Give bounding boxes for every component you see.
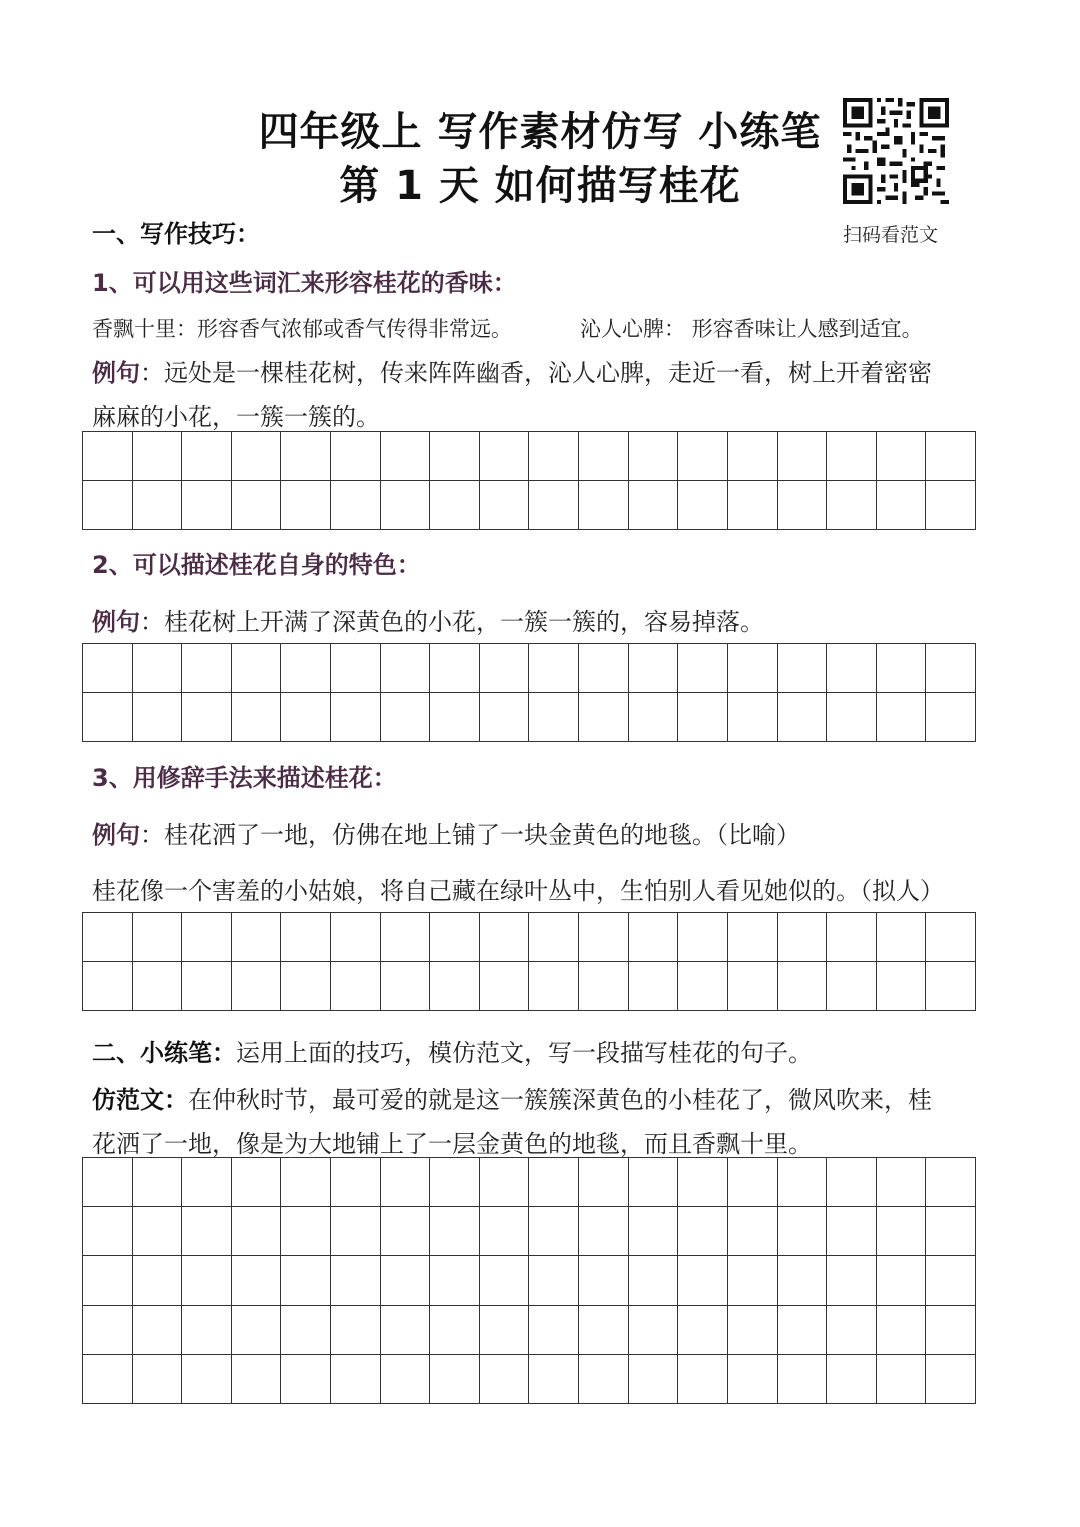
grid-cell[interactable] bbox=[182, 913, 232, 962]
grid-cell[interactable] bbox=[529, 1306, 579, 1355]
grid-cell[interactable] bbox=[629, 1207, 679, 1256]
grid-cell[interactable] bbox=[728, 1355, 778, 1404]
grid-cell[interactable] bbox=[480, 1207, 530, 1256]
grid-cell[interactable] bbox=[83, 644, 133, 693]
section-heading-practice: 二、小练笔： bbox=[92, 1039, 236, 1067]
grid-cell[interactable] bbox=[877, 1306, 927, 1355]
grid-cell[interactable] bbox=[480, 962, 530, 1011]
grid-cell[interactable] bbox=[877, 913, 927, 962]
grid-cell[interactable] bbox=[430, 693, 480, 742]
example-label: 例句 bbox=[92, 608, 140, 636]
grid-cell[interactable] bbox=[678, 481, 728, 530]
grid-cell[interactable] bbox=[430, 1355, 480, 1404]
grid-cell[interactable] bbox=[827, 1158, 877, 1207]
grid-cell[interactable] bbox=[430, 962, 480, 1011]
grid-cell[interactable] bbox=[331, 693, 381, 742]
grid-cell[interactable] bbox=[579, 481, 629, 530]
tip3-heading: 3、用修辞手法来描述桂花： bbox=[92, 764, 397, 792]
grid-cell[interactable] bbox=[926, 1207, 976, 1256]
grid-cell[interactable] bbox=[728, 1256, 778, 1305]
grid-cell[interactable] bbox=[480, 432, 530, 481]
grid-cell[interactable] bbox=[182, 432, 232, 481]
grid-cell[interactable] bbox=[728, 962, 778, 1011]
grid-cell[interactable] bbox=[778, 962, 828, 1011]
grid-cell[interactable] bbox=[182, 644, 232, 693]
grid-cell[interactable] bbox=[281, 1158, 331, 1207]
grid-cell[interactable] bbox=[381, 913, 431, 962]
grid-cell[interactable] bbox=[529, 432, 579, 481]
grid-cell[interactable] bbox=[629, 693, 679, 742]
grid-cell[interactable] bbox=[926, 1158, 976, 1207]
grid-cell[interactable] bbox=[778, 1256, 828, 1305]
grid-cell[interactable] bbox=[83, 1256, 133, 1305]
grid-cell[interactable] bbox=[678, 962, 728, 1011]
grid-cell[interactable] bbox=[529, 913, 579, 962]
grid-cell[interactable] bbox=[877, 962, 927, 1011]
grid-cell[interactable] bbox=[926, 1355, 976, 1404]
grid-cell[interactable] bbox=[728, 481, 778, 530]
grid-cell[interactable] bbox=[579, 913, 629, 962]
grid-cell[interactable] bbox=[629, 1355, 679, 1404]
grid-cell[interactable] bbox=[232, 1355, 282, 1404]
grid-cell[interactable] bbox=[926, 1256, 976, 1305]
grid-cell[interactable] bbox=[480, 913, 530, 962]
grid-cell[interactable] bbox=[579, 1256, 629, 1305]
grid-cell[interactable] bbox=[629, 1158, 679, 1207]
grid-cell[interactable] bbox=[728, 432, 778, 481]
grid-cell[interactable] bbox=[232, 1256, 282, 1305]
grid-cell[interactable] bbox=[827, 644, 877, 693]
grid-cell[interactable] bbox=[232, 644, 282, 693]
grid-cell[interactable] bbox=[629, 432, 679, 481]
tip2-example-line1 bbox=[92, 602, 764, 637]
grid-cell[interactable] bbox=[381, 1355, 431, 1404]
qr-caption: 扫码看范文 bbox=[843, 224, 939, 246]
grid-cell[interactable] bbox=[381, 1207, 431, 1256]
grid-cell[interactable] bbox=[381, 693, 431, 742]
grid-cell[interactable] bbox=[529, 481, 579, 530]
grid-cell[interactable] bbox=[529, 693, 579, 742]
grid-cell[interactable] bbox=[778, 1355, 828, 1404]
grid-cell[interactable] bbox=[579, 432, 629, 481]
grid-cell[interactable] bbox=[182, 962, 232, 1011]
grid-cell[interactable] bbox=[926, 1306, 976, 1355]
grid-cell[interactable] bbox=[83, 432, 133, 481]
grid-cell[interactable] bbox=[926, 913, 976, 962]
grid-cell[interactable] bbox=[381, 962, 431, 1011]
grid-cell[interactable] bbox=[281, 913, 331, 962]
grid-cell[interactable] bbox=[281, 432, 331, 481]
grid-cell[interactable] bbox=[281, 644, 331, 693]
grid-cell[interactable] bbox=[83, 693, 133, 742]
example-label: 例句 bbox=[92, 821, 140, 849]
grid-cell[interactable] bbox=[877, 693, 927, 742]
tip2-heading: 2、可以描述桂花自身的特色： bbox=[92, 551, 421, 579]
grid-cell[interactable] bbox=[232, 913, 282, 962]
grid-cell[interactable] bbox=[629, 1256, 679, 1305]
grid-cell[interactable] bbox=[83, 481, 133, 530]
grid-cell[interactable] bbox=[381, 432, 431, 481]
grid-cell[interactable] bbox=[629, 644, 679, 693]
grid-cell[interactable] bbox=[83, 1306, 133, 1355]
page-title-line2: 第 1 天 如何描写桂花 bbox=[339, 163, 741, 209]
grid-cell[interactable] bbox=[232, 1158, 282, 1207]
grid-cell[interactable] bbox=[182, 481, 232, 530]
section-heading-writing-tips: 一、写作技巧： bbox=[92, 220, 260, 248]
grid-cell[interactable] bbox=[281, 1306, 331, 1355]
grid-cell[interactable] bbox=[827, 693, 877, 742]
page-title-line1: 四年级上 写作素材仿写 小练笔 bbox=[258, 109, 822, 155]
grid-cell[interactable] bbox=[133, 1256, 183, 1305]
writing-grid-3[interactable] bbox=[82, 912, 976, 1011]
example-text: ：桂花树上开满了深黄色的小花，一簇一簇的，容易掉落。 bbox=[140, 608, 764, 636]
grid-cell[interactable] bbox=[629, 481, 679, 530]
grid-cell[interactable] bbox=[926, 432, 976, 481]
model-text-line2: 花洒了一地，像是为大地铺上了一层金黄色的地毯，而且香飘十里。 bbox=[92, 1130, 812, 1158]
grid-cell[interactable] bbox=[678, 1306, 728, 1355]
grid-cell[interactable] bbox=[83, 913, 133, 962]
writing-grid-1[interactable] bbox=[82, 431, 976, 530]
grid-cell[interactable] bbox=[678, 1207, 728, 1256]
grid-cell[interactable] bbox=[877, 1256, 927, 1305]
grid-cell[interactable] bbox=[133, 1158, 183, 1207]
grid-cell[interactable] bbox=[232, 1207, 282, 1256]
grid-cell[interactable] bbox=[480, 1158, 530, 1207]
grid-cell[interactable] bbox=[778, 1158, 828, 1207]
grid-cell[interactable] bbox=[430, 1306, 480, 1355]
grid-cell[interactable] bbox=[926, 962, 976, 1011]
grid-cell[interactable] bbox=[281, 962, 331, 1011]
grid-cell[interactable] bbox=[529, 1207, 579, 1256]
grid-cell[interactable] bbox=[827, 1355, 877, 1404]
grid-cell[interactable] bbox=[430, 1207, 480, 1256]
grid-cell[interactable] bbox=[281, 1355, 331, 1404]
grid-cell[interactable] bbox=[579, 1158, 629, 1207]
grid-cell[interactable] bbox=[133, 1355, 183, 1404]
grid-cell[interactable] bbox=[331, 1256, 381, 1305]
grid-cell[interactable] bbox=[381, 1158, 431, 1207]
grid-cell[interactable] bbox=[877, 432, 927, 481]
grid-cell[interactable] bbox=[778, 1207, 828, 1256]
tip3-example-line1 bbox=[92, 815, 800, 850]
grid-cell[interactable] bbox=[678, 432, 728, 481]
grid-cell[interactable] bbox=[529, 962, 579, 1011]
qr-code-icon[interactable] bbox=[843, 98, 949, 204]
grid-cell[interactable] bbox=[182, 1256, 232, 1305]
grid-cell[interactable] bbox=[480, 1306, 530, 1355]
grid-cell[interactable] bbox=[629, 913, 679, 962]
grid-cell[interactable] bbox=[331, 913, 381, 962]
grid-cell[interactable] bbox=[579, 693, 629, 742]
grid-cell[interactable] bbox=[133, 481, 183, 530]
grid-cell[interactable] bbox=[133, 1306, 183, 1355]
grid-cell[interactable] bbox=[430, 1158, 480, 1207]
grid-cell[interactable] bbox=[480, 693, 530, 742]
grid-cell[interactable] bbox=[529, 644, 579, 693]
grid-cell[interactable] bbox=[778, 481, 828, 530]
grid-cell[interactable] bbox=[480, 1256, 530, 1305]
grid-cell[interactable] bbox=[877, 1158, 927, 1207]
grid-cell[interactable] bbox=[331, 432, 381, 481]
grid-cell[interactable] bbox=[728, 913, 778, 962]
tip1-example-line1 bbox=[92, 353, 932, 388]
grid-cell[interactable] bbox=[281, 1207, 331, 1256]
grid-cell[interactable] bbox=[678, 1256, 728, 1305]
grid-cell[interactable] bbox=[827, 1306, 877, 1355]
grid-cell[interactable] bbox=[381, 1256, 431, 1305]
grid-cell[interactable] bbox=[678, 1158, 728, 1207]
grid-cell[interactable] bbox=[331, 644, 381, 693]
grid-cell[interactable] bbox=[83, 1355, 133, 1404]
grid-cell[interactable] bbox=[926, 693, 976, 742]
grid-cell[interactable] bbox=[629, 962, 679, 1011]
grid-cell[interactable] bbox=[133, 693, 183, 742]
grid-cell[interactable] bbox=[430, 913, 480, 962]
grid-cell[interactable] bbox=[629, 1306, 679, 1355]
grid-cell[interactable] bbox=[182, 1355, 232, 1404]
grid-cell[interactable] bbox=[728, 1158, 778, 1207]
grid-cell[interactable] bbox=[728, 1306, 778, 1355]
grid-cell[interactable] bbox=[133, 962, 183, 1011]
grid-cell[interactable] bbox=[182, 693, 232, 742]
grid-cell[interactable] bbox=[83, 1158, 133, 1207]
model-label: 仿范文： bbox=[92, 1086, 188, 1114]
grid-cell[interactable] bbox=[678, 644, 728, 693]
grid-cell[interactable] bbox=[827, 962, 877, 1011]
grid-cell[interactable] bbox=[529, 1355, 579, 1404]
grid-cell[interactable] bbox=[778, 432, 828, 481]
model-text: 在仲秋时节，最可爱的就是这一簇簇深黄色的小桂花了，微风吹来，桂 bbox=[188, 1086, 932, 1114]
grid-cell[interactable] bbox=[232, 693, 282, 742]
grid-cell[interactable] bbox=[480, 481, 530, 530]
grid-cell[interactable] bbox=[579, 1355, 629, 1404]
grid-cell[interactable] bbox=[678, 913, 728, 962]
grid-cell[interactable] bbox=[778, 693, 828, 742]
grid-cell[interactable] bbox=[381, 481, 431, 530]
grid-cell[interactable] bbox=[678, 693, 728, 742]
example-text: ：桂花洒了一地，仿佛在地上铺了一块金黄色的地毯。（比喻） bbox=[140, 821, 800, 849]
grid-cell[interactable] bbox=[83, 1207, 133, 1256]
grid-cell[interactable] bbox=[430, 644, 480, 693]
grid-cell[interactable] bbox=[778, 913, 828, 962]
grid-cell[interactable] bbox=[182, 1158, 232, 1207]
grid-cell[interactable] bbox=[827, 481, 877, 530]
grid-cell[interactable] bbox=[133, 432, 183, 481]
grid-cell[interactable] bbox=[331, 1355, 381, 1404]
grid-cell[interactable] bbox=[877, 1355, 927, 1404]
grid-cell[interactable] bbox=[430, 432, 480, 481]
grid-cell[interactable] bbox=[480, 1355, 530, 1404]
practice-instruction bbox=[92, 1033, 812, 1068]
practice-instruction-text: 运用上面的技巧，模仿范文，写一段描写桂花的句子。 bbox=[236, 1039, 812, 1067]
grid-cell[interactable] bbox=[331, 1306, 381, 1355]
grid-cell[interactable] bbox=[728, 1207, 778, 1256]
tip1-example-line2: 麻麻的小花，一簇一簇的。 bbox=[92, 403, 380, 431]
grid-cell[interactable] bbox=[827, 913, 877, 962]
grid-cell[interactable] bbox=[728, 693, 778, 742]
vocab-item-1: 香飘十里：形容香气浓郁或香气传得非常远。 bbox=[92, 317, 512, 341]
grid-cell[interactable] bbox=[877, 644, 927, 693]
grid-cell[interactable] bbox=[381, 1306, 431, 1355]
grid-cell[interactable] bbox=[926, 644, 976, 693]
grid-cell[interactable] bbox=[778, 644, 828, 693]
grid-cell[interactable] bbox=[529, 1158, 579, 1207]
example-label: 例句 bbox=[92, 359, 140, 387]
grid-cell[interactable] bbox=[83, 962, 133, 1011]
grid-cell[interactable] bbox=[827, 432, 877, 481]
vocab-item-2: 沁人心脾： 形容香味让人感到适宜。 bbox=[580, 317, 923, 341]
grid-cell[interactable] bbox=[579, 962, 629, 1011]
grid-cell[interactable] bbox=[430, 1256, 480, 1305]
example-text: ：远处是一棵桂花树，传来阵阵幽香，沁人心脾，走近一看，树上开着密密 bbox=[140, 359, 932, 387]
grid-cell[interactable] bbox=[381, 644, 431, 693]
grid-cell[interactable] bbox=[281, 1256, 331, 1305]
grid-cell[interactable] bbox=[182, 1306, 232, 1355]
grid-cell[interactable] bbox=[281, 481, 331, 530]
grid-cell[interactable] bbox=[331, 481, 381, 530]
grid-cell[interactable] bbox=[926, 481, 976, 530]
tip1-heading: 1、可以用这些词汇来形容桂花的香味： bbox=[92, 269, 517, 297]
grid-cell[interactable] bbox=[182, 1207, 232, 1256]
grid-cell[interactable] bbox=[133, 644, 183, 693]
grid-cell[interactable] bbox=[232, 481, 282, 530]
grid-cell[interactable] bbox=[678, 1355, 728, 1404]
grid-cell[interactable] bbox=[232, 432, 282, 481]
grid-cell[interactable] bbox=[877, 481, 927, 530]
grid-cell[interactable] bbox=[877, 1207, 927, 1256]
grid-cell[interactable] bbox=[778, 1306, 828, 1355]
grid-cell[interactable] bbox=[232, 962, 282, 1011]
grid-cell[interactable] bbox=[728, 644, 778, 693]
grid-cell[interactable] bbox=[579, 1306, 629, 1355]
writing-grid-4[interactable] bbox=[82, 1157, 976, 1404]
grid-cell[interactable] bbox=[827, 1256, 877, 1305]
grid-cell[interactable] bbox=[331, 962, 381, 1011]
grid-cell[interactable] bbox=[827, 1207, 877, 1256]
grid-cell[interactable] bbox=[232, 1306, 282, 1355]
grid-cell[interactable] bbox=[331, 1207, 381, 1256]
grid-cell[interactable] bbox=[133, 913, 183, 962]
grid-cell[interactable] bbox=[331, 1158, 381, 1207]
model-text-line1 bbox=[92, 1080, 932, 1115]
grid-cell[interactable] bbox=[480, 644, 530, 693]
grid-cell[interactable] bbox=[430, 481, 480, 530]
grid-cell[interactable] bbox=[579, 1207, 629, 1256]
grid-cell[interactable] bbox=[579, 644, 629, 693]
grid-cell[interactable] bbox=[529, 1256, 579, 1305]
tip3-example-line2: 桂花像一个害羞的小姑娘，将自己藏在绿叶丛中，生怕别人看见她似的。（拟人） bbox=[92, 877, 944, 905]
grid-cell[interactable] bbox=[281, 693, 331, 742]
grid-cell[interactable] bbox=[133, 1207, 183, 1256]
writing-grid-2[interactable] bbox=[82, 643, 976, 742]
